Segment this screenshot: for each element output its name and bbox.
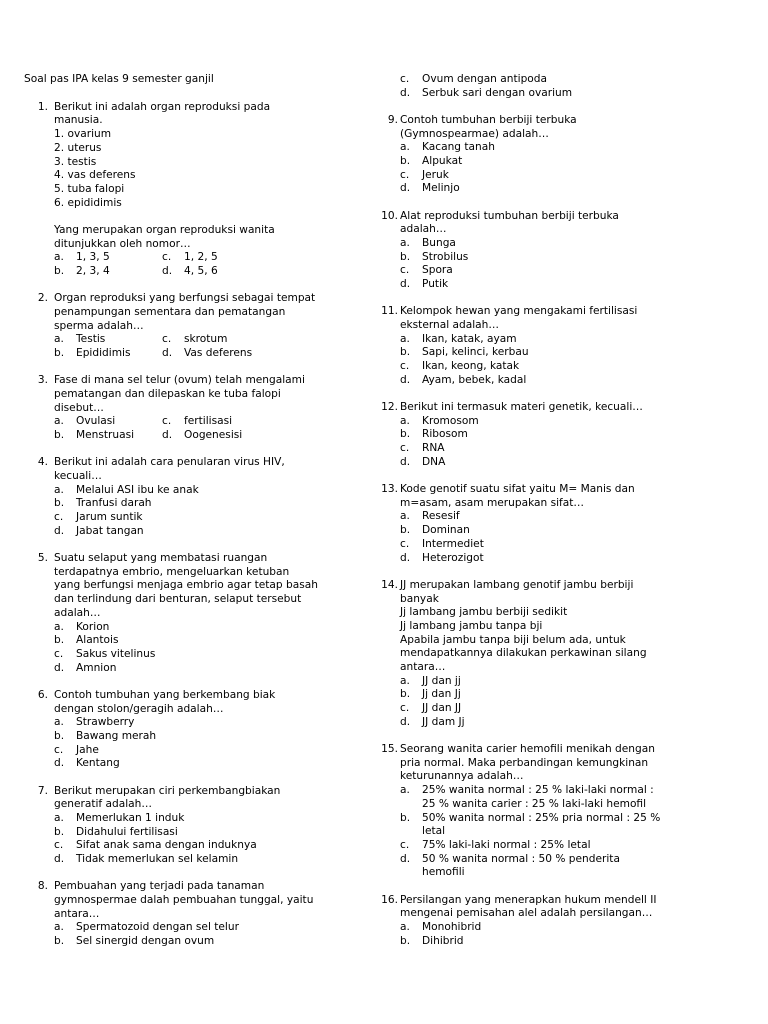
question (24, 552, 344, 675)
option-text: Ikan, keong, katak (422, 360, 520, 373)
option-letter: c. (400, 702, 410, 715)
question (24, 374, 344, 443)
question (378, 401, 678, 470)
option-text: Dihibrid (422, 934, 464, 947)
option-row (54, 333, 344, 347)
option-text: 1, 2, 5 (184, 251, 218, 264)
option-letter: c. (400, 442, 410, 455)
option-text: Strobilus (422, 250, 469, 263)
answer-option (400, 442, 678, 456)
option-letter: a. (400, 784, 410, 797)
question (24, 101, 344, 279)
option-letter: a. (54, 716, 64, 729)
question-text: Alat reproduksi tumbuhan berbiji terbuka (400, 209, 619, 222)
question-text: ditunjukkan oleh nomor… (54, 237, 191, 250)
question-number: 12. (381, 401, 398, 414)
question-text: keturunannya adalah… (400, 770, 524, 783)
option-text: Alpukat (422, 155, 463, 168)
option-letter: d. (400, 551, 411, 564)
answer-option (54, 497, 344, 511)
question (378, 894, 678, 949)
option-text: Tranfusi darah (76, 497, 152, 510)
answer-option (54, 853, 344, 867)
option-letter: c. (54, 839, 64, 852)
answer-option (162, 347, 270, 361)
question-text: penampungan sementara dan pematangan (54, 306, 286, 319)
question-number: 9. (387, 113, 398, 126)
question-text: (Gymnospearmae) adalah… (400, 127, 549, 140)
option-letter: c. (400, 264, 410, 277)
answer-option (162, 415, 270, 429)
option-text: Korion (76, 620, 110, 633)
answer-option (54, 826, 344, 840)
answer-option (400, 510, 678, 524)
option-row (54, 265, 344, 279)
question-text: sperma adalah… (54, 319, 144, 332)
document-title: Soal pas IPA kelas 9 semester ganjil (24, 73, 214, 85)
answer-option (400, 169, 678, 183)
option-letter: a. (54, 620, 64, 633)
option-text: Melinjo (422, 182, 460, 195)
question-text: m=asam, asam merupakan sifat… (400, 496, 585, 509)
option-text: Spora (422, 264, 453, 277)
option-text: Kentang (76, 757, 120, 770)
answer-option (54, 744, 344, 758)
option-text: Kacang tanah (422, 141, 495, 154)
question (24, 689, 344, 771)
option-letter: a. (400, 332, 410, 345)
option-text: JJ dam Jj (422, 715, 465, 728)
option-letter: b. (400, 524, 411, 537)
option-letter: a. (54, 415, 64, 428)
question-number: 15. (381, 743, 398, 756)
option-letter: c. (162, 333, 172, 346)
question-text: dan terlindung dari benturan, selaput tersebut (54, 593, 302, 606)
answer-option (400, 374, 678, 388)
question (378, 483, 678, 565)
question (24, 880, 344, 949)
option-text: Jeruk (422, 168, 449, 181)
option-text: Sifat anak sama dengan induknya (76, 839, 257, 852)
right-question-list (378, 73, 678, 948)
option-text: Bawang merah (76, 730, 157, 743)
answer-option (54, 921, 344, 935)
option-letter: c. (162, 415, 172, 428)
option-text: 50 % wanita normal : 50 % penderita hemofili (422, 852, 620, 879)
option-text: Alantois (76, 634, 119, 647)
option-text: Putik (422, 278, 449, 291)
option-text: Ikan, katak, ayam (422, 332, 517, 345)
option-text: Dominan (422, 524, 470, 537)
answer-option (54, 251, 162, 265)
option-text: Monohibrid (422, 920, 482, 933)
option-text: 4, 5, 6 (184, 265, 218, 278)
option-letter: b. (400, 934, 411, 947)
question-number: 11. (381, 305, 398, 318)
question-text: yang berfungsi menjaga embrio agar tetap basah (54, 579, 318, 592)
option-letter: d. (400, 86, 411, 99)
answer-option (400, 675, 678, 689)
question (378, 743, 678, 880)
option-letter: c. (400, 168, 410, 181)
question-text: generatif adalah… (54, 798, 152, 811)
question-text: Berikut ini termasuk materi genetik, kecuali… (400, 401, 643, 414)
option-letter: b. (54, 429, 65, 442)
option-letter: d. (54, 757, 65, 770)
option-text: Resesif (422, 510, 460, 523)
answer-option (400, 415, 678, 429)
answer-option (54, 621, 344, 635)
option-letter: b. (54, 825, 65, 838)
answer-option (400, 456, 678, 470)
question-text: Organ reproduksi yang berfungsi sebagai tempat (54, 292, 316, 305)
question-text: manusia. (54, 114, 103, 127)
question-text: Yang merupakan organ reproduksi wanita (54, 224, 275, 237)
option-letter: d. (400, 852, 411, 865)
option-letter: b. (54, 634, 65, 647)
question-number: 5. (37, 552, 48, 565)
option-letter: a. (54, 333, 64, 346)
answer-option (54, 839, 344, 853)
option-text: Sapi, kelinci, kerbau (422, 346, 529, 359)
option-text: RNA (422, 442, 445, 455)
question-text: 2. uterus (54, 141, 102, 154)
question (378, 210, 678, 292)
answer-option (400, 702, 678, 716)
option-text: JJ dan JJ (422, 702, 462, 715)
option-letter: d. (400, 278, 411, 291)
option-text: JJ dan jj (422, 674, 461, 687)
question-text: Suatu selaput yang membatasi ruangan (54, 552, 268, 565)
option-letter: a. (54, 812, 64, 825)
answer-option (400, 264, 678, 278)
question-text: Kode genotif suatu sifat yaitu M= Manis dan (400, 483, 635, 496)
question-text: pematangan dan dilepaskan ke tuba falopi (54, 388, 281, 401)
option-text: Sakus vitelinus (76, 648, 156, 660)
question-text: Fase di mana sel telur (ovum) telah mengalami (54, 374, 305, 387)
question-text: adalah… (400, 223, 447, 236)
option-text: Strawberry (76, 716, 135, 729)
question-text: Berikut ini adalah cara penularan virus HIV, (54, 456, 285, 469)
option-text: Melalui ASI ibu ke anak (76, 483, 199, 496)
option-letter: a. (54, 921, 64, 934)
question (378, 73, 678, 100)
option-text: Memerlukan 1 induk (76, 812, 185, 825)
question-number: 8. (37, 880, 48, 893)
question-number: 3. (37, 374, 48, 387)
answer-option (400, 141, 678, 155)
question (378, 114, 678, 196)
question-number: 2. (37, 292, 48, 305)
question-text: kecuali… (54, 470, 102, 483)
option-text: Jabat tangan (76, 524, 144, 537)
answer-option (54, 347, 162, 361)
question-text: mendapatkannya dilakukan perkawinan silang (400, 647, 647, 660)
option-letter: c. (400, 73, 410, 85)
option-letter: b. (400, 155, 411, 168)
option-text: DNA (422, 455, 446, 468)
option-letter: c. (54, 648, 64, 660)
question-text: dengan stolon/geragih adalah… (54, 702, 224, 715)
answer-option (400, 333, 678, 347)
answer-option (400, 812, 678, 839)
answer-option (162, 265, 270, 279)
answer-option (54, 716, 344, 730)
question-text: 6. epididimis (54, 196, 122, 209)
answer-option (400, 251, 678, 265)
option-text: Intermediet (422, 537, 484, 550)
question (24, 292, 344, 361)
option-text: 75% laki-laki normal : 25% letal (422, 838, 591, 851)
blank-line (54, 210, 344, 224)
option-letter: c. (162, 251, 172, 264)
answer-option (54, 333, 162, 347)
answer-option (54, 265, 162, 279)
option-letter: d. (400, 182, 411, 195)
answer-option (162, 333, 270, 347)
answer-option (54, 757, 344, 771)
answer-option (400, 360, 678, 374)
option-text: 2, 3, 4 (76, 265, 110, 278)
question-number: 16. (381, 893, 398, 906)
option-letter: a. (400, 674, 410, 687)
answer-option (400, 784, 678, 811)
answer-option (400, 346, 678, 360)
option-text: Vas deferens (184, 347, 253, 360)
option-text: Spermatozoid dengan sel telur (76, 921, 239, 934)
option-letter: a. (400, 414, 410, 427)
question-text: mengenai pemisahan alel adalah persilangan… (400, 907, 653, 920)
left-question-list (24, 101, 344, 949)
option-text: fertilisasi (184, 415, 233, 428)
option-letter: d. (162, 347, 173, 360)
answer-option (400, 155, 678, 169)
question (378, 305, 678, 387)
answer-option (400, 73, 678, 87)
answer-option (54, 511, 344, 525)
option-letter: b. (54, 347, 65, 360)
answer-option (400, 853, 678, 880)
option-text: Jj dan Jj (422, 688, 461, 701)
answer-option (400, 688, 678, 702)
option-text: Amnion (76, 661, 117, 674)
option-text: Didahului fertilisasi (76, 825, 178, 838)
question (378, 579, 678, 730)
option-text: Heterozigot (422, 551, 484, 564)
option-text: Serbuk sari dengan ovarium (422, 86, 573, 99)
option-letter: d. (162, 265, 173, 278)
option-letter: d. (400, 373, 411, 386)
question-text: antara… (400, 661, 446, 674)
question-text: Berikut ini adalah organ reproduksi pada (54, 100, 271, 113)
option-letter: c. (400, 360, 410, 373)
option-row (54, 347, 344, 361)
answer-option (400, 524, 678, 538)
answer-option (162, 429, 270, 443)
answer-option (400, 182, 678, 196)
question-text: 4. vas deferens (54, 169, 136, 182)
option-text: Jarum suntik (76, 511, 143, 524)
question-text: JJ merupakan lambang genotif jambu berbiji (400, 578, 634, 591)
option-letter: c. (400, 838, 410, 851)
answer-option (54, 935, 344, 949)
option-text: 25% wanita normal : 25 % laki-laki normal : 25 % wanita carier : 25 % laki-laki hemofil (422, 784, 654, 810)
option-text: skrotum (184, 333, 228, 346)
option-letter: b. (400, 688, 411, 701)
question-number: 13. (381, 483, 398, 496)
option-letter: b. (400, 346, 411, 359)
option-letter: d. (54, 853, 65, 866)
answer-option (54, 812, 344, 826)
answer-option (400, 237, 678, 251)
question-text: Pembuahan yang terjadi pada tanaman (54, 880, 265, 893)
answer-option (54, 525, 344, 539)
question-text: Seorang wanita carier hemofili menikah dengan (400, 743, 655, 756)
question-number: 4. (37, 456, 48, 469)
option-text: Jahe (76, 743, 99, 756)
answer-option (54, 730, 344, 744)
answer-option (162, 251, 270, 265)
option-letter: b. (400, 811, 411, 824)
option-letter: b. (54, 497, 65, 510)
answer-option (400, 428, 678, 442)
option-letter: a. (400, 237, 410, 250)
option-letter: b. (400, 428, 411, 441)
question-text: 5. tuba falopi (54, 182, 125, 195)
option-row (54, 429, 344, 443)
option-letter: c. (54, 511, 64, 524)
question-text: Contoh tumbuhan berbiji terbuka (400, 113, 577, 126)
question-text: antara… (54, 907, 100, 920)
question-text: 1. ovarium (54, 128, 112, 141)
option-text: Ovulasi (76, 415, 116, 428)
answer-option (54, 634, 344, 648)
question-text: eksternal adalah… (400, 319, 499, 332)
option-letter: b. (400, 250, 411, 263)
option-letter: b. (54, 935, 65, 948)
option-text: Kromosom (422, 414, 479, 427)
question-number: 14. (381, 578, 398, 591)
option-letter: d. (400, 715, 411, 728)
question-text: disebut… (54, 401, 104, 414)
left-column (24, 73, 344, 962)
option-letter: d. (54, 661, 65, 674)
option-row (54, 415, 344, 429)
option-text: Tidak memerlukan sel kelamin (76, 853, 239, 866)
option-text: 1, 3, 5 (76, 251, 110, 264)
option-row (54, 251, 344, 265)
question-text: terdapatnya embrio, mengeluarkan ketuban (54, 565, 290, 578)
question (24, 785, 344, 867)
option-letter: b. (54, 730, 65, 743)
answer-option (54, 484, 344, 498)
question-text: Kelompok hewan yang mengakami fertilisasi (400, 305, 638, 318)
question-number: 7. (37, 784, 48, 797)
answer-option (400, 87, 678, 101)
option-text: Ayam, bebek, kadal (422, 373, 527, 386)
option-text: Testis (76, 333, 106, 346)
option-letter: c. (400, 537, 410, 550)
option-text: Menstruasi (76, 429, 135, 442)
question-text: adalah… (54, 606, 101, 619)
answer-option (400, 538, 678, 552)
question-text: Apabila jambu tanpa biji belum ada, untuk (400, 633, 626, 646)
option-letter: a. (400, 141, 410, 154)
answer-option (400, 839, 678, 853)
question-text: Berikut merupakan ciri perkembangbiakan (54, 784, 281, 797)
option-letter: d. (54, 524, 65, 537)
option-text: Bunga (422, 237, 456, 250)
answer-option (400, 278, 678, 292)
option-letter: c. (54, 743, 64, 756)
question (24, 456, 344, 538)
option-letter: d. (400, 455, 411, 468)
option-text: Oogenesisi (184, 429, 243, 442)
option-text: 50% wanita normal : 25% pria normal : 25 % letal (422, 811, 661, 838)
question-text: banyak (400, 592, 439, 605)
question-text: Contoh tumbuhan yang berkembang biak (54, 688, 276, 701)
question-text: gymnospermae dalah pembuahan tunggal, yaitu (54, 894, 314, 907)
option-text: Sel sinergid dengan ovum (76, 935, 215, 948)
question-text: Persilangan yang menerapkan hukum mendell II (400, 893, 657, 906)
option-letter: d. (162, 429, 173, 442)
question-text: 3. testis (54, 155, 97, 168)
option-text: Ovum dengan antipoda (422, 73, 547, 85)
option-text: Epididimis (76, 347, 131, 360)
question-number: 10. (381, 209, 398, 222)
option-letter: b. (54, 265, 65, 278)
answer-option (54, 415, 162, 429)
option-letter: a. (400, 920, 410, 933)
option-letter: a. (54, 251, 64, 264)
answer-option (54, 648, 344, 662)
option-letter: a. (54, 483, 64, 496)
question-number: 1. (37, 100, 48, 113)
question-text: pria normal. Maka perbandingan kemungkinan (400, 756, 649, 769)
option-letter: a. (400, 510, 410, 523)
answer-option (54, 662, 344, 676)
option-text: Ribosom (422, 428, 468, 441)
answer-option (400, 716, 678, 730)
question-number: 6. (37, 688, 48, 701)
question-text: Jj lambang jambu tanpa bji (400, 619, 543, 632)
answer-option (54, 429, 162, 443)
right-column (378, 73, 678, 962)
answer-option (400, 935, 678, 949)
answer-option (400, 921, 678, 935)
question-text: Jj lambang jambu berbiji sedikit (400, 606, 568, 619)
answer-option (400, 552, 678, 566)
